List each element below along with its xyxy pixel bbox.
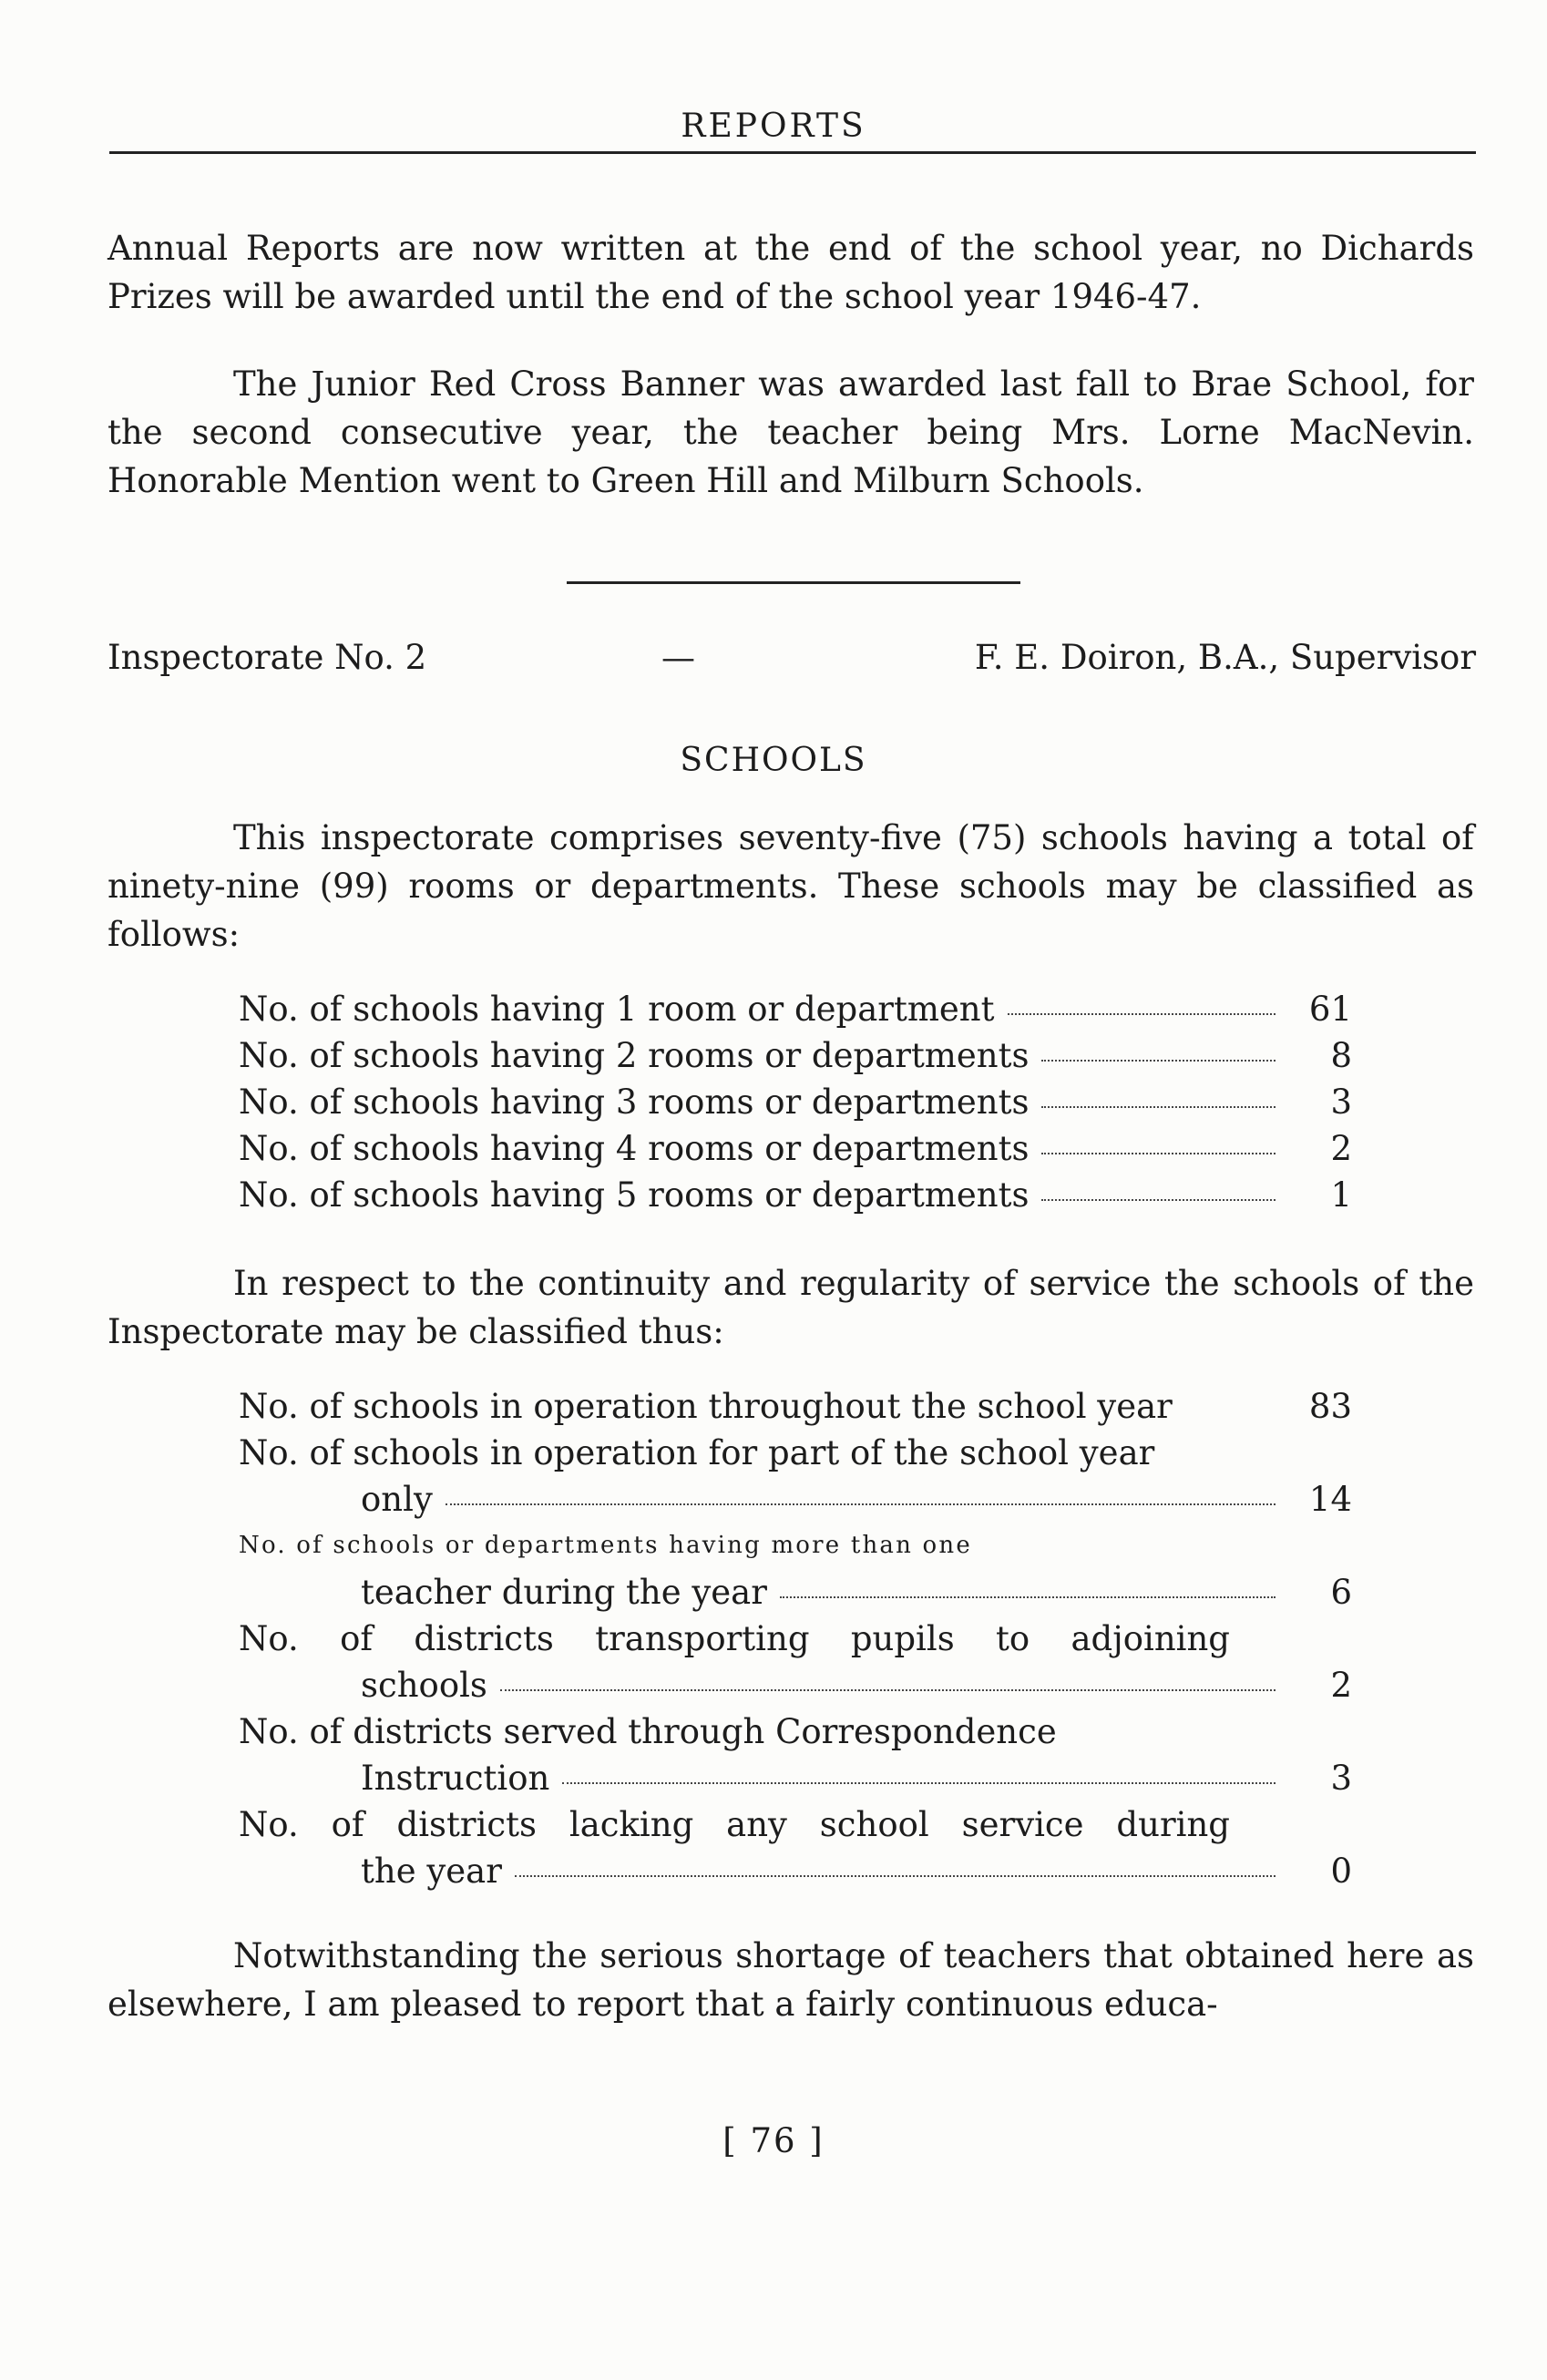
inspectorate-supervisor: F. E. Doiron, B.A., Supervisor bbox=[974, 638, 1476, 677]
paragraph-red-cross: The Junior Red Cross Banner was awarded last fall to Brae School, for the second consecutive year, the teacher being Mrs. Lorne MacNevin. Honorable Mention went to Green Hill and Milburn Schools. bbox=[108, 364, 1474, 500]
leader-dots bbox=[562, 1782, 1276, 1784]
table-row-first-line bbox=[239, 1708, 1352, 1755]
row-value: 83 bbox=[1308, 1387, 1352, 1426]
row-label-cont: the year bbox=[361, 1852, 502, 1891]
inspectorate-dash: — bbox=[661, 638, 695, 677]
leader-dots bbox=[1008, 1013, 1276, 1015]
row-label: No. of schools having 4 rooms or departments bbox=[239, 1129, 1030, 1168]
row-label: No. of districts served through Correspondence bbox=[239, 1712, 1057, 1751]
header-rule bbox=[109, 151, 1476, 154]
row-label-cont: only bbox=[361, 1480, 433, 1519]
row-value: 2 bbox=[1330, 1129, 1352, 1168]
page-number: [ 76 ] bbox=[722, 2121, 825, 2160]
row-label: No. of schools in operation for part of the school year bbox=[239, 1433, 1155, 1472]
table-row bbox=[239, 1032, 1352, 1079]
leader-dots bbox=[1041, 1106, 1276, 1108]
leader-dots bbox=[1041, 1060, 1276, 1062]
leader-dots bbox=[1041, 1153, 1276, 1154]
row-value: 1 bbox=[1330, 1175, 1352, 1215]
row-value: 8 bbox=[1330, 1036, 1352, 1075]
service-classification-table bbox=[239, 1383, 1352, 1894]
leader-space bbox=[1185, 1411, 1276, 1412]
row-label: No. of schools having 2 rooms or departments bbox=[239, 1036, 1030, 1075]
table-row-continuation bbox=[239, 1662, 1352, 1708]
paragraph-teacher-shortage: Notwithstanding the serious shortage of teachers that obtained here as elsewhere, I am pleased to report that a fairly continuous educa- bbox=[108, 1936, 1474, 2024]
row-value: 3 bbox=[1330, 1759, 1352, 1798]
table-row-continuation bbox=[239, 1848, 1352, 1894]
table-row bbox=[239, 1125, 1352, 1172]
leader-dots bbox=[500, 1689, 1276, 1691]
row-label-cont: schools bbox=[361, 1666, 487, 1705]
table-row-first-line bbox=[239, 1523, 1352, 1569]
row-label: No. of schools or departments having more than one bbox=[239, 1532, 972, 1559]
row-value: 6 bbox=[1330, 1573, 1352, 1612]
table-row bbox=[239, 1383, 1352, 1430]
section-divider bbox=[567, 581, 1020, 584]
row-label: No. of schools in operation throughout the school year bbox=[239, 1387, 1173, 1426]
paragraph-inspectorate-summary: This inspectorate comprises seventy-five (75) schools having a total of ninety-nine (99) rooms or departments. These schools may be classified as follows: bbox=[108, 818, 1474, 954]
table-row-first-line bbox=[239, 1801, 1352, 1848]
leader-dots bbox=[515, 1875, 1276, 1877]
table-row-first-line bbox=[239, 1616, 1352, 1662]
table-row bbox=[239, 986, 1352, 1032]
inspectorate-heading bbox=[108, 638, 1476, 688]
row-value: 2 bbox=[1330, 1666, 1352, 1705]
row-value: 14 bbox=[1308, 1480, 1352, 1519]
table-row-continuation bbox=[239, 1569, 1352, 1616]
row-value: 61 bbox=[1308, 990, 1352, 1029]
row-label: No. of schools having 5 rooms or departments bbox=[239, 1175, 1030, 1215]
leader-dots bbox=[1041, 1199, 1276, 1201]
table-row-first-line bbox=[239, 1430, 1352, 1476]
table-row-continuation bbox=[239, 1755, 1352, 1801]
row-label-cont: teacher during the year bbox=[361, 1573, 767, 1612]
row-label: No. of schools having 1 room or department bbox=[239, 990, 995, 1029]
running-head: REPORTS bbox=[681, 108, 866, 145]
leader-dots bbox=[446, 1503, 1276, 1505]
row-label-cont: Instruction bbox=[361, 1759, 550, 1798]
table-row-continuation bbox=[239, 1476, 1352, 1523]
paragraph-annual-reports: Annual Reports are now written at the end of the school year, no Dichards Prizes will be awarded until the end of the school year 1946-47. bbox=[108, 229, 1474, 316]
table-row bbox=[239, 1172, 1352, 1218]
row-label: No. of districts transporting pupils to adjoining bbox=[239, 1619, 1230, 1658]
inspectorate-number: Inspectorate No. 2 bbox=[108, 638, 427, 677]
leader-dots bbox=[780, 1596, 1276, 1598]
row-value: 0 bbox=[1330, 1852, 1352, 1891]
row-label: No. of districts lacking any school service during bbox=[239, 1805, 1230, 1844]
row-value: 3 bbox=[1330, 1082, 1352, 1122]
paragraph-continuity: In respect to the continuity and regularity of service the schools of the Inspectorate may be classified thus: bbox=[108, 1264, 1474, 1351]
rooms-classification-table bbox=[239, 986, 1352, 1218]
table-row bbox=[239, 1079, 1352, 1125]
row-label: No. of schools having 3 rooms or departments bbox=[239, 1082, 1030, 1122]
section-title: SCHOOLS bbox=[680, 742, 867, 779]
